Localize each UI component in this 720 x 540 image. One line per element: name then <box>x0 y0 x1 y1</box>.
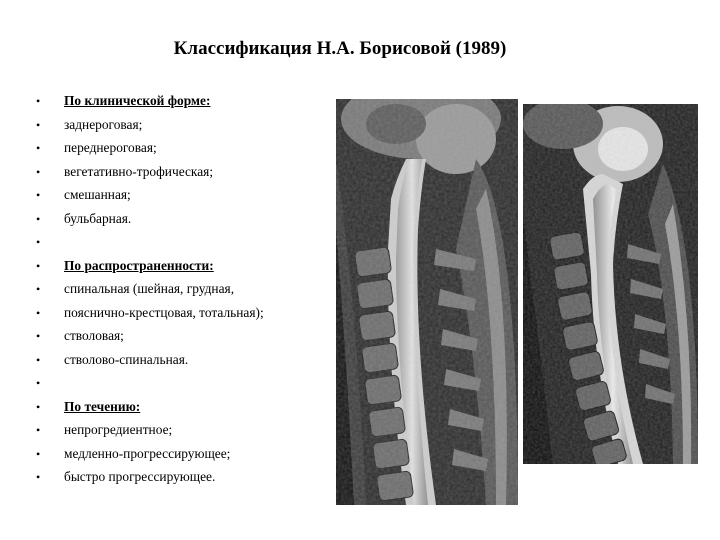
list-item <box>36 280 326 304</box>
bullet-icon: • <box>36 94 41 108</box>
slide-title: Классификация Н.А. Борисовой (1989) <box>173 38 507 59</box>
list-item <box>36 421 326 445</box>
bullet-icon: • <box>36 117 41 132</box>
bullet-icon: • <box>36 258 41 273</box>
list-item-text: стволово-спинальная. <box>64 351 189 367</box>
bullet-icon: • <box>36 282 41 296</box>
list-item-text: По клинической форме: <box>64 93 211 108</box>
bullet-icon: • <box>36 446 41 461</box>
list-item-text: медленно-прогрессирующее; <box>64 445 231 461</box>
list-item-text: стволовая; <box>64 328 124 343</box>
list-item-text: заднероговая; <box>64 116 143 132</box>
list-item <box>36 116 326 140</box>
list-item <box>36 445 326 469</box>
list-item-text: вегетативно-трофическая; <box>64 163 214 179</box>
list-item <box>36 186 326 210</box>
mri-image-sagittal-1 <box>336 99 518 505</box>
bullet-icon: • <box>36 399 41 414</box>
list-item-text: пояснично-крестцовая, тотальная); <box>64 304 264 320</box>
bullet-icon: • <box>36 329 41 343</box>
list-item <box>36 374 326 398</box>
bullet-icon: • <box>36 423 41 437</box>
mri-image-sagittal-2 <box>523 104 698 464</box>
list-item-text: бульбарная. <box>64 210 132 226</box>
list-item <box>36 304 326 328</box>
list-item <box>36 139 326 163</box>
list-item-text: спинальная (шейная, грудная, <box>64 281 235 296</box>
bullet-icon: • <box>36 235 41 249</box>
bullet-icon: • <box>36 141 41 155</box>
list-heading <box>36 257 326 281</box>
list-heading <box>36 92 326 116</box>
bullet-icon: • <box>36 188 41 202</box>
bullet-icon: • <box>36 164 41 179</box>
list-item-text: переднероговая; <box>64 140 157 155</box>
list-item-text: непрогредиентное; <box>64 422 173 437</box>
list-item-text: быстро прогрессирующее. <box>64 469 216 484</box>
list-item <box>36 468 326 492</box>
list-item-text: По течению: <box>64 398 141 414</box>
bullet-icon: • <box>36 211 41 226</box>
list-item <box>36 163 326 187</box>
bullet-icon: • <box>36 376 41 390</box>
bullet-icon: • <box>36 305 41 320</box>
list-item-text: смешанная; <box>64 187 131 202</box>
bullet-icon: • <box>36 352 41 367</box>
list-item <box>36 327 326 351</box>
classification-list <box>36 92 326 492</box>
bullet-icon: • <box>36 470 41 484</box>
list-item-text: По распространенности: <box>64 257 214 273</box>
list-item <box>36 210 326 234</box>
list-heading <box>36 398 326 422</box>
list-item <box>36 351 326 375</box>
list-item <box>36 233 326 257</box>
